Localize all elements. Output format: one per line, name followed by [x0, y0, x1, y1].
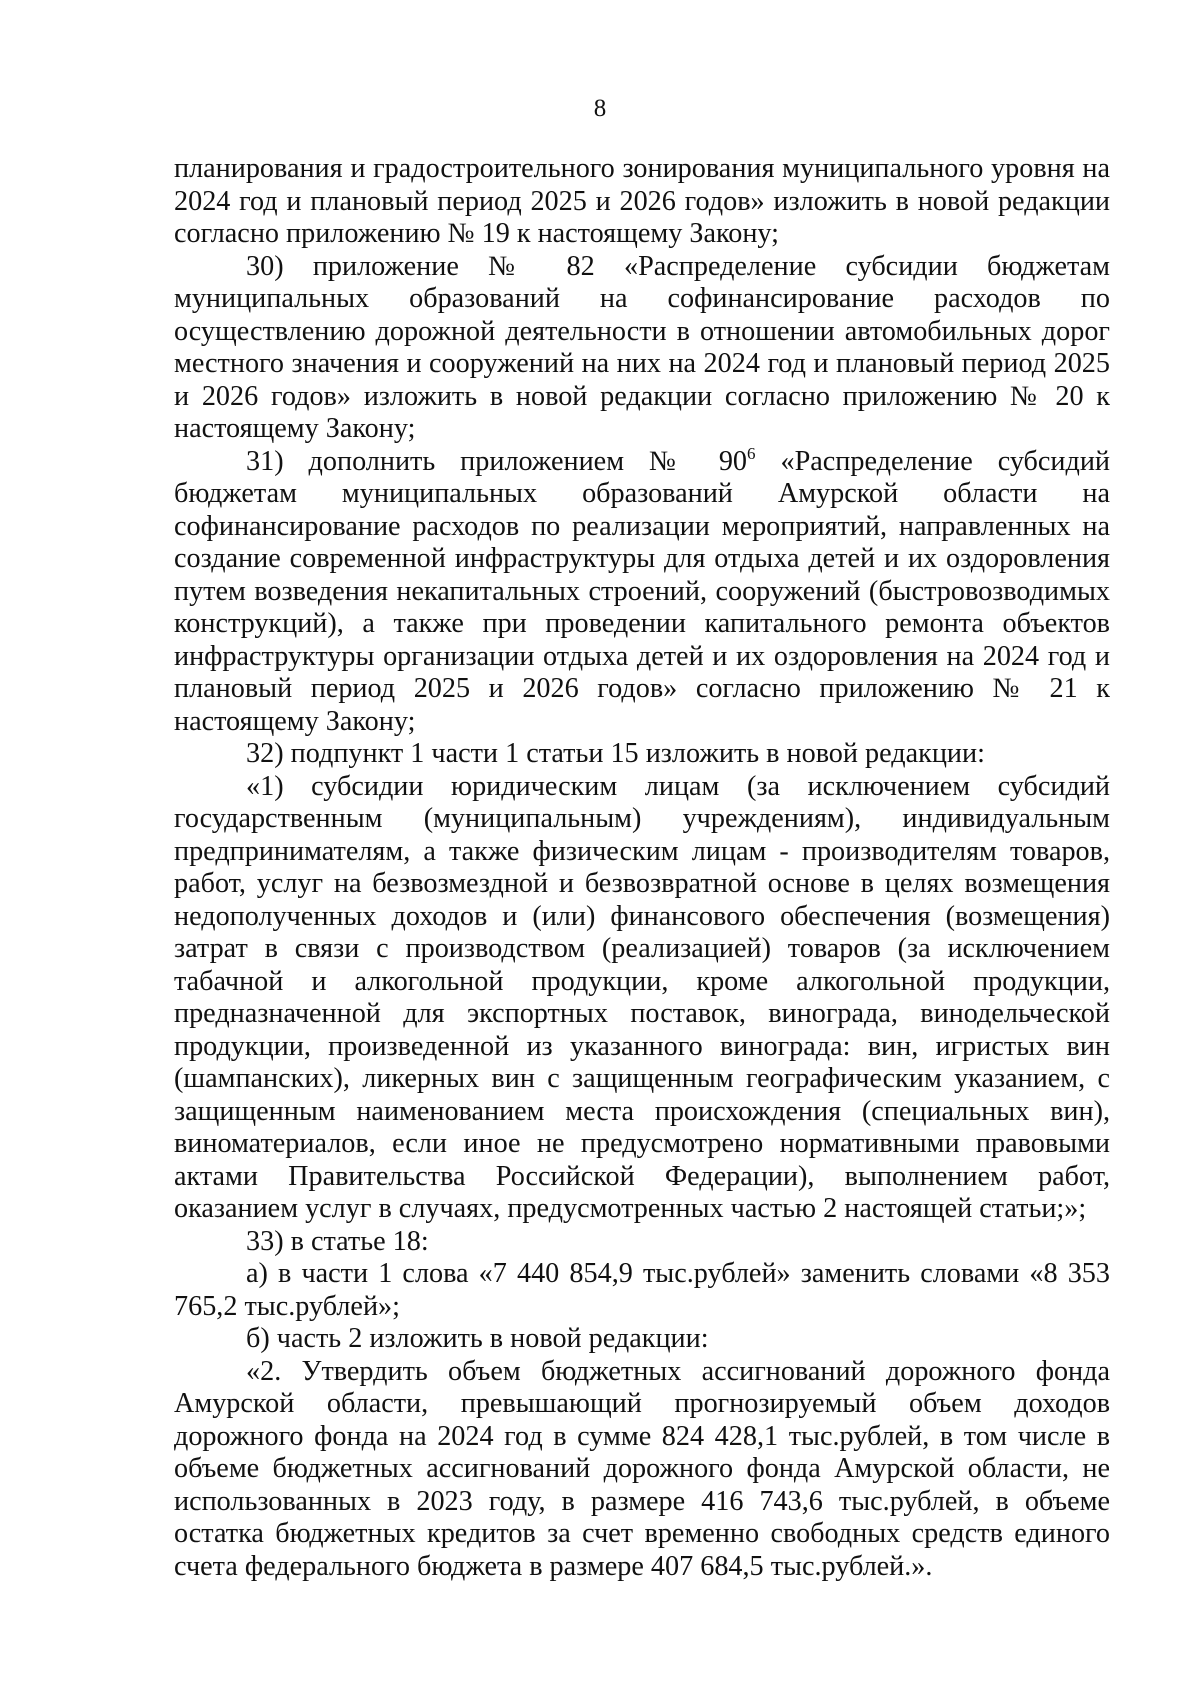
paragraph-item-33-b: б) часть 2 изложить в новой редакции:: [246, 1323, 709, 1354]
document-body: [174, 153, 1110, 1583]
paragraph-item-32: 32) подпункт 1 части 1 статьи 15 изложить в новой редакции:: [246, 738, 985, 769]
paragraph-continuation: планирования и градостроительного зонирования муниципального уровня на 2024 год и плановый период 2025 и 2026 годов» изложить в новой редакции согласно приложению № 19 к настоящему Закону;: [174, 153, 1110, 249]
paragraph-quoted-part-2: «2. Утвердить объем бюджетных ассигнований дорожного фонда Амурской области, превышающий прогнозируемый объем доходов дорожного фонда на 2024 год в сумме 824 428,1 тыс.рублей, в том числе в объеме бюджетных ассигнований дорожного фонда Амурской области, не использованных в 2023 году, в размере 416 743,6 тыс.рублей, в объеме остатка бюджетных кредитов за счет временно свободных средств единого счета федерального бюджета в размере 407 684,5 тыс.рублей.».: [174, 1355, 1110, 1582]
paragraph-item-33: 33) в статье 18:: [246, 1225, 429, 1257]
page-number: 8: [593, 95, 607, 122]
paragraph-item-33-a: а) в части 1 слова «7 440 854,9 тыс.рублей» заменить словами «8 353 765,2 тыс.рублей»;: [174, 1258, 1110, 1322]
paragraph-item-30: 30) приложение № 82 «Распределение субсидии бюджетам муниципальных образований на софинансирование расходов по осуществлению дорожной деятельности в отношении автомобильных дорог местного значения и сооружений на них на 2024 год и плановый период 2025 и 2026 годов» изложить в новой редакции согласно приложению № 20 к настоящему Закону;: [174, 250, 1110, 444]
superscript-6: 6: [747, 443, 756, 463]
paragraph-item-31: [174, 443, 1111, 739]
paragraph-item-31-rest: «Распределение субсидий бюджетам муниципальных образований Амурской области на софинансирование расходов по реализации мероприятий, направленных на создание современной инфраструктуры для отдыха детей и их оздоровления путем возведения некапитальных строений, сооружений (быстровозводимых конструкций), а также при проведении капитального ремонта объектов инфраструктуры организации отдыха детей и их оздоровления на 2024 год и плановый период 2025 и 2026 годов» согласно приложению № 21 к настоящему Закону;: [174, 445, 1111, 737]
paragraph-item-31-start: 31) дополнить приложением № 90: [246, 445, 748, 477]
paragraph-quoted-subitem-1: «1) субсидии юридическим лицам (за исключением субсидий государственным (муниципальным) учреждениям), индивидуальным предпринимателям, а также физическим лицам - производителям товаров, работ, услуг на безвозмездной и безвозвратной основе в целях возмещения недополученных доходов и (или) финансового обеспечения (возмещения) затрат в связи с производством (реализацией) товаров (за исключением табачной и алкогольной продукции, кроме алкогольной продукции, предназначенной для экспортных поставок, винограда, винодельческой продукции, произведенной из указанного винограда: вин, игристых вин (шампанских), ликерных вин с защищенным географическим указанием, с защищенным наименованием места происхождения (специальных вин), виноматериалов, если иное не предусмотрено нормативными правовыми актами Правительства Российской Федерации), выполнением работ, оказанием услуг в случаях, предусмотренных частью 2 настоящей статьи;»;: [174, 770, 1110, 1224]
